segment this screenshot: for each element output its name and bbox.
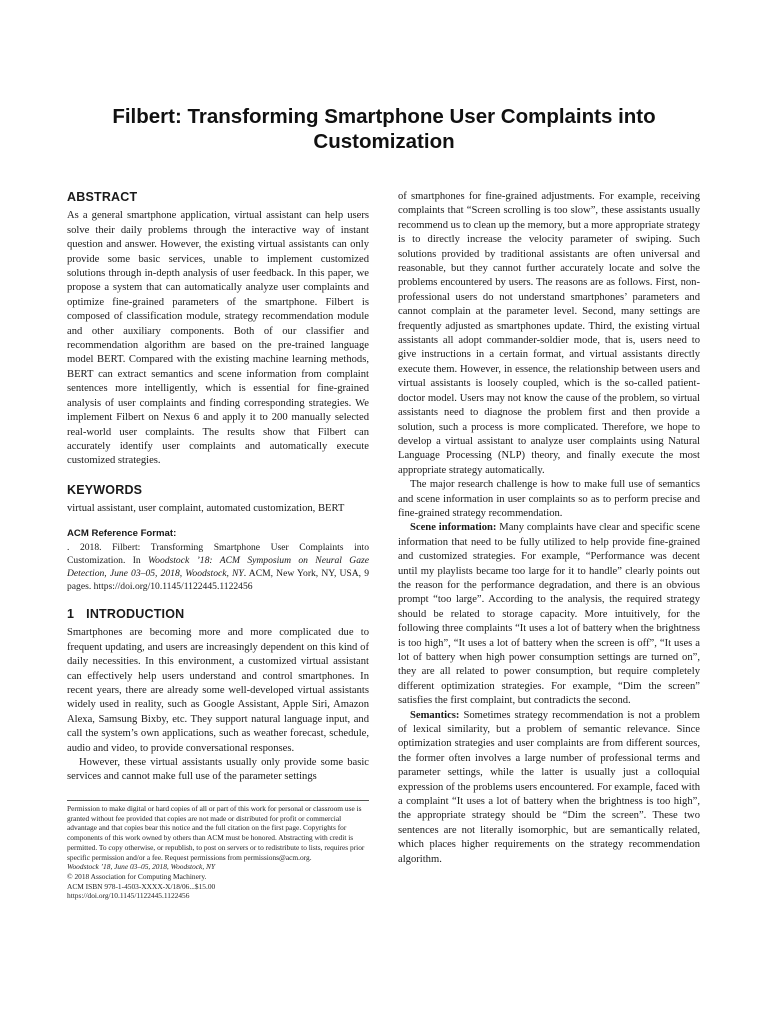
permission-venue: Woodstock ’18, June 03–05, 2018, Woodstock, NY — [67, 862, 216, 872]
keywords-text: virtual assistant, user complaint, automated customization, BERT — [67, 503, 345, 515]
permission-text: Permission to make digital or hard copies of all or part of this work for personal or classroom use is granted without fee provided that copies are not made or distributed for profit or commercial advantage and that copies bear this notice and the full citation on the first page. Copyrights for components of this work owned by others than ACM must be honored. Abstracting with credit is permitted. To copy otherwise, or republish, to post on servers or to redistribute to lists, requires prior specific permission and/or a fee. Request permissions from permissions@acm.org. — [67, 804, 365, 862]
scene-information-paragraph: Scene information: Many complaints have clear and specific scene information that need to be fully utilized to help provide fine-grained and customized strategies. For example, “Performance was decent until my playlists became too large for it to handle” clearly points out the reason for the performance degradation, and there is an obvious prompt “too large”. According to the analysis, the required strategy should be related to storage capacity. More intuitively, for the following three complaints “It uses a lot of battery when the brightness is too high”, “It uses a lot of battery when the screen is off”, “It uses a lot of battery when high power consumption settings are turned on”, they are all related to power consumption, but require completely different optimization strategies. For example, “Dim the screen” satisfies the first complaint, but contradicts the second. — [398, 522, 700, 707]
semantics-paragraph: Semantics: Sometimes strategy recommendation is not a problem of lexical similarity, but a problem of semantic relevance. Since optimization strategies and user complaints are from different sources, the former often involves a large number of professional terms and parameter settings, while the latter is usually just a colloquial expression of the problems users encountered. For example, faced with a complaint “It uses a lot of battery when the brightness is too high”, the appropriate strategy should be “Dim the screen”. These two sentences are not literally isomorphic, but are semantically related, which places higher requirements on the strategy recommendation algorithm. — [398, 709, 700, 865]
permission-isbn: ACM ISBN 978-1-4503-XXXX-X/18/06...$15.00 — [67, 881, 216, 891]
right-paragraph-1: of smartphones for fine-grained adjustments. For example, receiving complaints that “Screen scrolling is too slow”, these assistants usually recommend us to clean up the memory, but a more appropriate strategy is to directly increase the velocity parameter of swiping. Such solutions provided by traditional assistants are often universal and reasonable, but they cannot further accurately locate and solve the problems encountered by users. The reasons are as follows. First, non-professional users do not understand smartphones’ parameters and cannot complain at the parameter level. Second, many settings are frequently adjusted as smartphones update. Third, the existing virtual assistants all adopt commander-soldier mode, that is, users need to give instructions in a certain format, and virtual assistants directly execute them. However, in essence, the relationship between users and virtual assistants is loosely coupled, which is the so-called patient-doctor model. Users may not know the cause of the problem, so virtual assistants need to diagnose the problem first and then provide a solution, such a process is more complicated. Therefore, we hope to develop a virtual assistant to analyze user complaints using Natural Language Processing (NLP) theory, and finally execute the most appropriate strategy automatically. — [398, 191, 700, 476]
semantics-heading: Semantics: — [410, 709, 460, 721]
introduction-heading: 1 INTRODUCTION — [67, 606, 185, 621]
abstract-text: As a general smartphone application, virtual assistant can help users solve their daily problems through the interactive way of instant question and answer. However, the existing virtual assistants can only provide some basic services, unable to implement customized solutions through in-depth analysis of user feedback. In this paper, we propose a system that can automatically analyze user complaints and optimize fine-grained parameters of the smartphone. Filbert is composed of classification module, strategy recommendation module and other auxiliary components. Both of our classifier and recommendation algorithm are based on the pre-trained language model BERT. Compared with the existing machine learning methods, BERT can extract semantics and scene information from complaint sentences more intelligently, which is essential for fine-grained analysis of user complaints and finding corresponding strategies. We implement Filbert on Nexus 6 and apply it to 200 manually selected real-world user complaints. The results show that Filbert can accurately identify user complaints and automatically execute customized strategies. — [67, 210, 369, 467]
permission-doi: https://doi.org/10.1145/1122445.1122456 — [67, 891, 190, 901]
scene-information-heading: Scene information: — [410, 522, 497, 534]
intro-paragraph-1: Smartphones are becoming more and more complicated due to frequent updating, and users are increasingly dependent on this kind of daily necessities. In this environment, a customized virtual assistant can effectively help users understand and control smartphones. In recent years, there are already some well-developed virtual assistants widely used in reality, such as Google Assistant, Apple Siri, Amazon Alexa, Samsung Bixby, etc. They support natural language input, and call the system’s own applications, such as weather forecast, schedule, audio and video, to provide conversational responses. — [67, 627, 369, 754]
keywords-heading: KEYWORDS — [67, 482, 143, 497]
permission-copyright: © 2018 Association for Computing Machinery. — [67, 871, 207, 881]
section-number: 1 — [67, 606, 75, 621]
paper-title: Filbert: Transforming Smartphone User Complaints into Customization — [112, 105, 656, 153]
permission-block — [67, 800, 369, 901]
intro-paragraph-2: However, these virtual assistants usually only provide some basic services and cannot make full use of the parameter settings — [67, 757, 369, 783]
acm-reference-heading: ACM Reference Format: — [67, 527, 177, 539]
left-column — [67, 190, 369, 785]
acm-reference-venue: Woodstock ’18: ACM Symposium on Neural Gaze Detection, June 03–05, 2018, Woodstock, NY — [67, 554, 369, 579]
acm-reference-text: . 2018. Filbert: Transforming Smartphone User Complaints into Customization. In Woodstock ’18: ACM Symposium on Neural Gaze Detection, June 03–05, 2018, Woodstock, NY. ACM, New York, NY, USA, 9 pages. https://doi.org/10.1145/1122445.1122456 — [67, 541, 370, 592]
right-paragraph-2: The major research challenge is how to make full use of semantics and scene information in user complaints so as to perform precise and fine-grained strategy recommendation. — [398, 479, 700, 519]
right-column — [398, 190, 700, 867]
abstract-heading: ABSTRACT — [67, 190, 138, 204]
